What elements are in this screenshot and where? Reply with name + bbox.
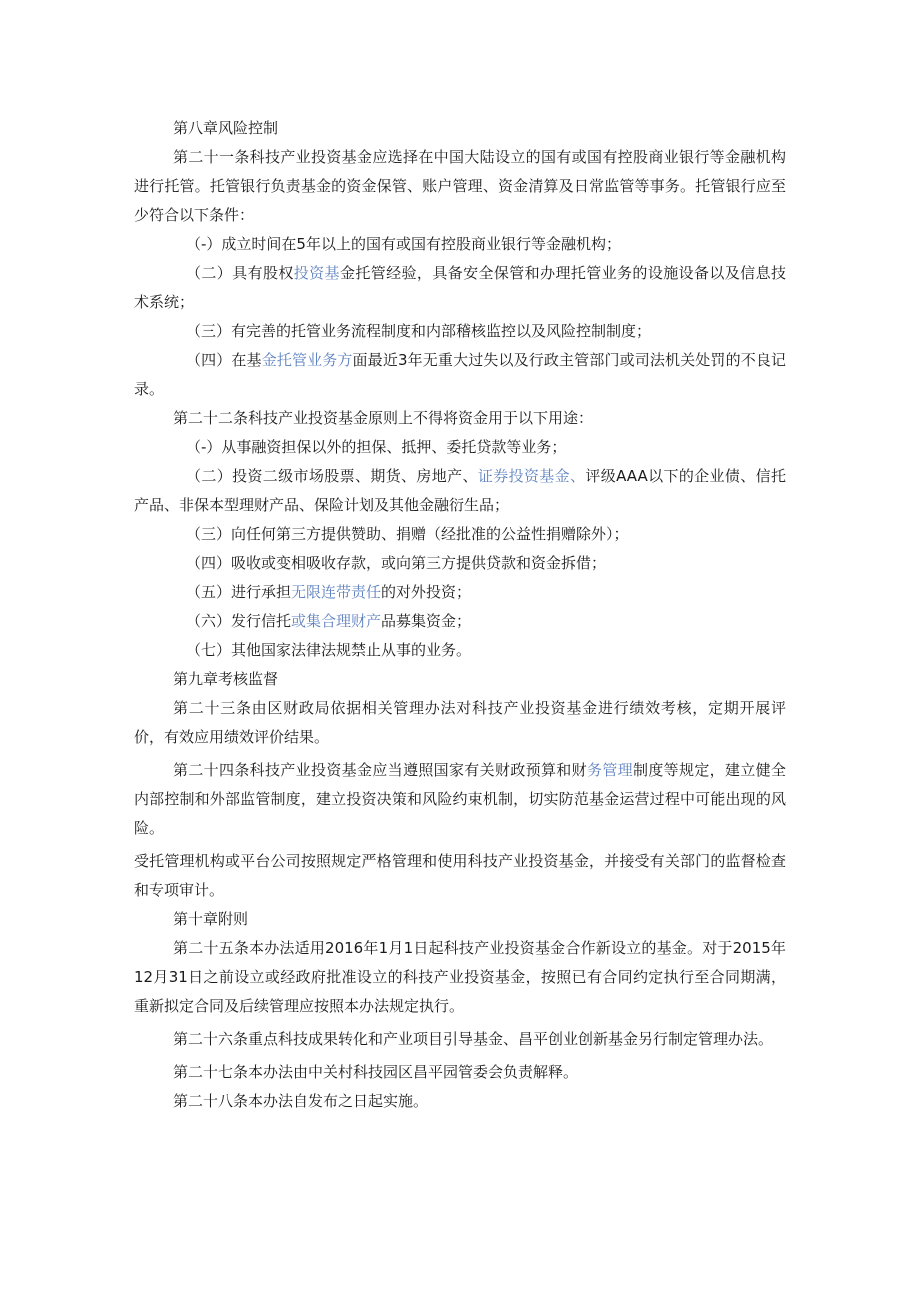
link-investment-fund[interactable]: 投资基 (293, 264, 340, 282)
article-22-item-6 (134, 607, 786, 636)
article-24-text-b: 制度等规定，建立健全内部控制和外部监管制度，建立投资决策和风险约束机制，切实防范基金运营过程中可能出现的风险。 (134, 761, 786, 837)
chapter-9-title: 第九章考核监督 (173, 670, 279, 688)
article-24-supplement: 受托管理机构或平台公司按照规定严格管理和使用科技产业投资基金，并接受有关部门的监督检查和专项审计。 (134, 852, 786, 899)
article-21-item-4-text-a: （四）在基 (186, 351, 262, 369)
article-21-item-3: （三）有完善的托管业务流程制度和内部稽核监控以及风险控制制度； (186, 322, 652, 340)
article-21-item-2 (134, 259, 786, 317)
article-22-item-5-text-b: 的对外投资； (381, 583, 472, 601)
article-22-item-2 (134, 462, 786, 520)
article-22-item-3: （三）向任何第三方提供赞助、捐赠（经批准的公益性捐赠除外）； (186, 525, 629, 543)
link-securities-fund[interactable]: 证券投资基金、 (477, 467, 586, 485)
chapter-10-title: 第十章附则 (173, 910, 249, 928)
article-21: 第二十一条科技产业投资基金应选择在中国大陆设立的国有或国有控股商业银行等金融机构进行托管。托管银行负责基金的资金保管、账户管理、资金清算及日常监管等事务。托管银行应至少符合以下条件： (134, 148, 786, 224)
article-21-item-4 (134, 346, 786, 404)
article-21-item-4-text-b: 面最近3年无重大过失以及行政主管部门或司法机关处罚的不良记录。 (134, 351, 786, 398)
article-22-item-4: （四）吸收或变相吸收存款，或向第三方提供贷款和资金拆借； (186, 554, 607, 572)
document-body (134, 114, 786, 1116)
article-22-item-2-text-b: 评级AAA以下的企业债、信托产品、非保本型理财产品、保险计划及其他金融衍生品； (134, 467, 786, 514)
article-21-item-2-text-b: 金托管经验，具备安全保管和办理托管业务的设施设备以及信息技术系统； (134, 264, 786, 311)
link-unlimited-liability[interactable]: 无限连带责任 (291, 583, 382, 601)
article-25: 第二十五条本办法适用2016年1月1日起科技产业投资基金合作新设立的基金。对于2015年12月31日之前设立或经政府批准设立的科技产业投资基金，按照已有合同约定执行至合同期满，重新拟定合同及后续管理应按照本办法规定执行。 (134, 939, 786, 1015)
article-21-item-1: （-）成立时间在5年以上的国有或国有控股商业银行等金融机构； (186, 235, 621, 253)
article-22-item-6-text-a: （六）发行信托 (186, 612, 292, 630)
article-26: 第二十六条重点科技成果转化和产业项目引导基金、昌平创业创新基金另行制定管理办法。 (173, 1030, 774, 1048)
link-custody-business[interactable]: 金托管业务方 (261, 351, 353, 369)
link-collective-wealth[interactable]: 或集合理财产 (291, 612, 382, 630)
article-22-item-5 (134, 578, 786, 607)
article-24-text-a: 第二十四条科技产业投资基金应当遵照国家有关财政预算和财 (173, 761, 587, 779)
article-28: 第二十八条本办法自发布之日起实施。 (173, 1092, 429, 1110)
article-22-item-1: （-）从事融资担保以外的担保、抵押、委托贷款等业务； (186, 438, 567, 456)
article-21-item-2-text-a: （二）具有股权 (186, 264, 294, 282)
article-24 (134, 756, 786, 843)
article-22: 第二十二条科技产业投资基金原则上不得将资金用于以下用途： (173, 409, 594, 427)
article-27: 第二十七条本办法由中关村科技园区昌平园管委会负责解释。 (173, 1063, 579, 1081)
article-22-item-2-text-a: （二）投资二级市场股票、期货、房地产、 (186, 467, 478, 485)
article-22-item-7: （七）其他国家法律法规禁止从事的业务。 (186, 641, 472, 659)
link-financial-management[interactable]: 务管理 (586, 761, 633, 779)
chapter-8-title: 第八章风险控制 (173, 119, 279, 137)
article-23: 第二十三条由区财政局依据相关管理办法对科技产业投资基金进行绩效考核，定期开展评价，有效应用绩效评价结果。 (134, 699, 786, 746)
article-22-item-5-text-a: （五）进行承担 (186, 583, 292, 601)
article-22-item-6-text-b: 品募集资金； (381, 612, 472, 630)
